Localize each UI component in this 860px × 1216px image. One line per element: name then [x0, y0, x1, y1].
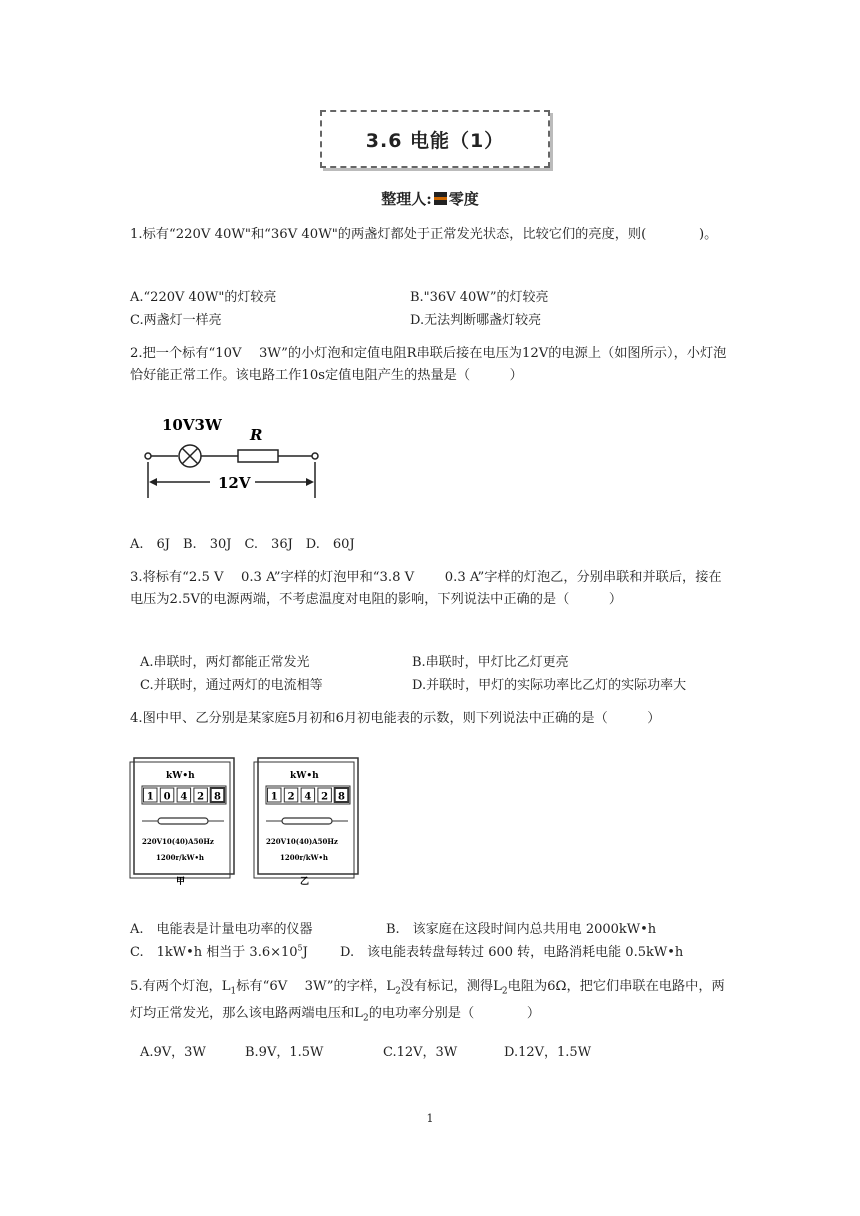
meter-b-digit: 2	[287, 791, 295, 803]
meter-b-spec: 220V10(40)A50Hz	[266, 837, 338, 846]
meter-a-digit: 1	[146, 791, 154, 803]
resistor-label: R	[250, 426, 263, 444]
circuit-diagram	[140, 412, 330, 502]
meter-b-digit: 1	[270, 791, 278, 803]
q5-option-d: D.12V，1.5W	[504, 1045, 592, 1060]
question-5	[130, 976, 730, 1029]
q4-option-c-text: C. 1kW•h 相当于 3.6×10	[130, 945, 298, 960]
meter-a-digit: 4	[180, 791, 188, 803]
question-5-stem: 5.有两个灯泡，$L_1$标有“6V 3W”的字样，$L_2$没有标记，测得$L_2$电阻为6Ω，把它们串联在电路中，两灯均正常发光，那么该电路两端电压和$L_2$的电功率分别是（ ）	[130, 979, 725, 1024]
q1-option-b: B."36V 40W”的灯较亮	[410, 290, 549, 305]
electricity-meters	[128, 756, 368, 888]
q1-option-d: D.无法判断哪盏灯较亮	[410, 313, 542, 328]
q4-option-c-exponent: 5	[297, 943, 303, 953]
q5-option-b: B.9V，1.5W	[245, 1045, 324, 1060]
author-name: 零度	[448, 190, 479, 208]
page-title-box	[320, 110, 550, 168]
question-1-stem: 1.标有“220V 40W"和“36V 40W"的两盏灯都处于正常发光状态，比较它们的亮度，则( )。	[130, 227, 718, 242]
question-3	[130, 567, 730, 611]
meter-b-digit: 4	[304, 791, 312, 803]
question-4-stem: 4.图中甲、乙分别是某家庭5月初和6月初电能表的示数，则下列说法中正确的是（ ）	[130, 711, 661, 726]
question-4	[130, 708, 730, 730]
meter-b-unit: kW•h	[290, 771, 319, 781]
q4-option-d: D. 该电能表转盘每转过 600 转，电路消耗电能 0.5kW•h	[340, 945, 684, 960]
lamp-rating-label: 10V3W	[162, 416, 222, 434]
meter-a-digit: 2	[197, 791, 205, 803]
meter-a-unit: kW•h	[166, 771, 195, 781]
q4-option-b: B. 该家庭在这段时间内总共用电 2000kW•h	[386, 922, 657, 937]
resistor-symbol	[238, 450, 278, 462]
q3-option-b: B.串联时，甲灯比乙灯更亮	[412, 655, 569, 670]
q4-option-c	[130, 941, 308, 960]
question-1	[130, 224, 730, 246]
page-title: 3.6 电能（1）	[365, 129, 505, 152]
question-2-stem: 2.把一个标有“10V 3W”的小灯泡和定值电阻R串联后接在电压为12V的电源上（如图所示），小灯泡恰好能正常工作。该电路工作10s定值电阻产生的热量是（ ）	[130, 346, 727, 383]
meter-b-rev: 1200r/kW•h	[280, 853, 329, 862]
q3-option-a: A.串联时，两灯都能正常发光	[140, 655, 310, 670]
q5-option-c: C.12V，3W	[383, 1045, 458, 1060]
q4-option-c-unit: J	[302, 945, 308, 960]
q3-option-d: D.并联时，甲灯的实际功率比乙灯的实际功率大	[412, 678, 687, 693]
meter-b	[254, 758, 358, 887]
q4-option-a: A. 电能表是计量电功率的仪器	[130, 922, 313, 937]
question-3-stem: 3.将标有“2.5 V 0.3 A”字样的灯泡甲和“3.8 V 0.3 A”字样的灯泡乙，分别串联和并联后，接在电压为2.5V的电源两端，不考虑温度对电阻的影响，下列说法中正确的是（ ）	[130, 570, 722, 607]
meter-b-digit: 2	[321, 791, 329, 803]
meter-a-digit: 8	[213, 791, 221, 803]
meter-a-spec: 220V10(40)A50Hz	[142, 837, 214, 846]
page-number: 1	[426, 1112, 434, 1125]
q3-option-c: C.并联时，通过两灯的电流相等	[140, 678, 323, 693]
q2-options: A. 6J B. 30J C. 36J D. 60J	[130, 537, 355, 552]
author-prefix: 整理人:	[381, 190, 432, 208]
meter-a	[130, 758, 234, 887]
voltage-label: 12V	[218, 474, 251, 492]
meter-a-label: 甲	[176, 877, 186, 887]
meter-b-digit: 8	[337, 791, 345, 803]
q5-option-a: A.9V，3W	[140, 1045, 206, 1060]
sunset-icon	[434, 192, 447, 205]
meter-a-rev: 1200r/kW•h	[156, 853, 205, 862]
author-line	[0, 188, 860, 209]
question-2	[130, 343, 730, 387]
q1-option-c: C.两盏灯一样亮	[130, 313, 222, 328]
meter-b-label: 乙	[300, 877, 310, 887]
meter-a-digit: 0	[163, 791, 171, 803]
q1-option-a: A.“220V 40W"的灯较亮	[130, 290, 277, 305]
